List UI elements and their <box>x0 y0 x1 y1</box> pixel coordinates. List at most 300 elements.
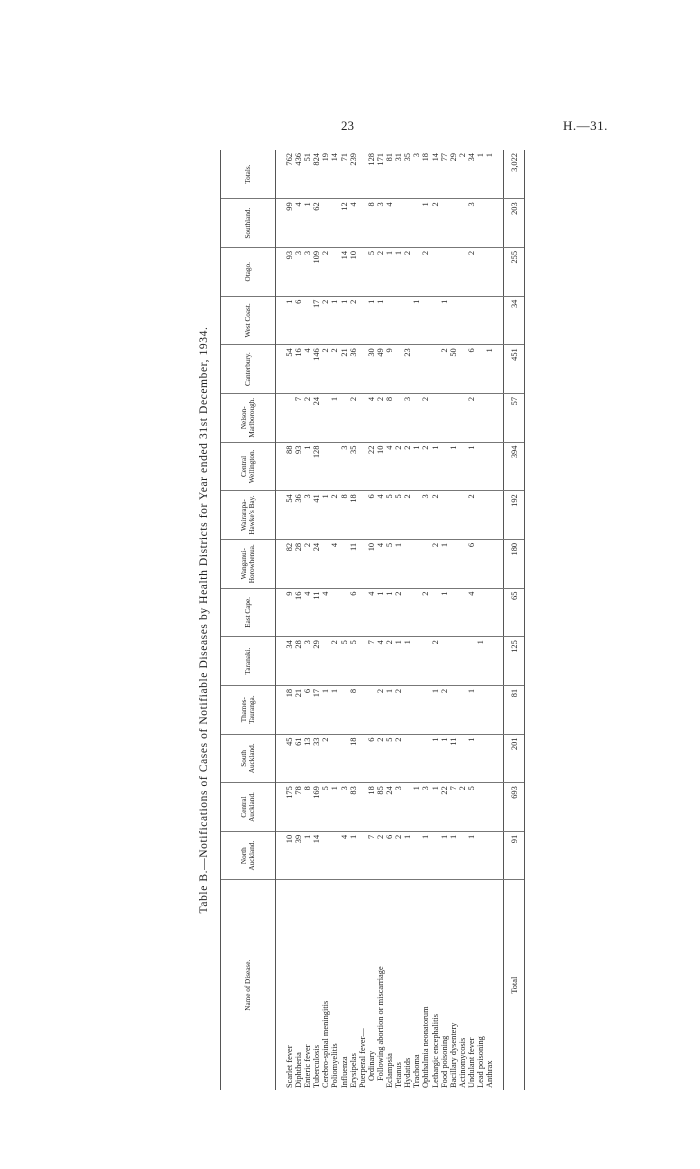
cell-value: 2 <box>467 393 476 442</box>
cell-value <box>412 539 421 588</box>
cell-value: 3 <box>294 247 303 296</box>
cell-value: 23 <box>403 345 412 394</box>
header-column: Thames-Tauranga. <box>221 685 276 734</box>
cell-value <box>394 199 403 248</box>
cell-value: 93 <box>294 442 303 491</box>
cell-value: 9 <box>285 588 294 637</box>
cell-value <box>321 539 330 588</box>
total-value: 57 <box>504 393 525 442</box>
disease-name: Poliomyelitis <box>330 1043 340 1088</box>
cell-value: 11 <box>449 734 458 783</box>
cell-value: 169 <box>312 783 321 832</box>
table-row <box>349 150 358 1090</box>
spacer-cell <box>494 783 504 832</box>
cell-value <box>358 491 367 540</box>
table-row <box>431 150 440 1090</box>
cell-value: 8 <box>385 393 394 442</box>
cell-value: 1 <box>440 588 449 637</box>
cell-value: 1 <box>449 831 458 880</box>
table-row <box>330 150 339 1090</box>
cell-value: 2 <box>431 491 440 540</box>
cell-value <box>358 734 367 783</box>
disease-name: Ordinary <box>366 1050 376 1081</box>
table-row <box>476 150 485 1090</box>
cell-value: 2 <box>321 345 330 394</box>
cell-value <box>403 539 412 588</box>
cell-value: 6 <box>349 588 358 637</box>
cell-value <box>467 637 476 686</box>
cell-value: 4 <box>340 831 349 880</box>
total-value: 125 <box>504 637 525 686</box>
cell-value <box>367 685 376 734</box>
document-reference: H.—31. <box>563 118 608 133</box>
cell-value <box>449 296 458 345</box>
spacer-cell <box>494 588 504 637</box>
cell-value: 77 <box>440 150 449 199</box>
cell-value: 6 <box>303 685 312 734</box>
cell-value: 175 <box>285 783 294 832</box>
page-number: 23 <box>341 118 354 133</box>
table-row <box>421 150 430 1090</box>
cell-value: 2 <box>421 393 430 442</box>
table-row <box>412 150 421 1090</box>
cell-value: 5 <box>385 539 394 588</box>
cell-value <box>476 685 485 734</box>
cell-value: 5 <box>394 491 403 540</box>
cell-value: 4 <box>467 588 476 637</box>
table-row <box>394 150 403 1090</box>
cell-value <box>431 588 440 637</box>
total-value: 65 <box>504 588 525 637</box>
cell-value: 3 <box>403 393 412 442</box>
total-value: 394 <box>504 442 525 491</box>
cell-value: 3 <box>394 783 403 832</box>
cell-value: 34 <box>285 637 294 686</box>
cell-value <box>321 637 330 686</box>
cell-value: 2 <box>303 393 312 442</box>
cell-value: 16 <box>294 345 303 394</box>
spacer-cell <box>494 150 504 199</box>
cell-value: 18 <box>349 491 358 540</box>
cell-value <box>476 491 485 540</box>
cell-value <box>476 588 485 637</box>
cell-value: 4 <box>303 588 312 637</box>
total-value: 180 <box>504 539 525 588</box>
disease-name: Trachoma <box>412 1054 422 1088</box>
cell-value: 1 <box>394 539 403 588</box>
cell-value: 11 <box>349 539 358 588</box>
table-title: Table B.—Notifications of Cases of Notifiable Diseases by Health Districts for Year ended 31st December, 1934. <box>198 326 210 914</box>
header-disease-name: Name of Disease. <box>221 880 276 1090</box>
cell-value: 1 <box>431 783 440 832</box>
cell-value: 1 <box>321 491 330 540</box>
spacer-cell <box>276 491 286 540</box>
cell-value <box>449 491 458 540</box>
cell-value: 3 <box>376 199 385 248</box>
cell-value: 7 <box>367 637 376 686</box>
cell-value: 2 <box>403 491 412 540</box>
table-row <box>403 150 412 1090</box>
cell-value <box>431 831 440 880</box>
disease-name: Eclampsia <box>385 1053 395 1088</box>
spacer-cell <box>276 442 286 491</box>
cell-value: 2 <box>403 247 412 296</box>
cell-value: 6 <box>294 296 303 345</box>
spacer-cell <box>276 880 286 1090</box>
cell-value: 4 <box>367 393 376 442</box>
cell-value: 3 <box>303 491 312 540</box>
cell-value <box>358 247 367 296</box>
cell-value: 1 <box>394 637 403 686</box>
cell-value <box>421 637 430 686</box>
cell-value: 83 <box>349 783 358 832</box>
cell-value: 35 <box>349 442 358 491</box>
cell-value <box>412 247 421 296</box>
cell-value <box>440 637 449 686</box>
cell-value: 1 <box>431 734 440 783</box>
cell-value: 1 <box>467 442 476 491</box>
cell-value <box>449 247 458 296</box>
cell-value <box>485 588 494 637</box>
cell-value: 2 <box>330 345 339 394</box>
header-column: Nelson-Marlborough. <box>221 393 276 442</box>
cell-value: 81 <box>385 150 394 199</box>
cell-value: 2 <box>421 247 430 296</box>
total-value: 201 <box>504 734 525 783</box>
cell-value: 4 <box>385 199 394 248</box>
cell-value: 4 <box>349 199 358 248</box>
cell-value: 2 <box>376 247 385 296</box>
cell-value <box>458 296 467 345</box>
cell-value: 54 <box>285 491 294 540</box>
cell-value: 762 <box>285 150 294 199</box>
cell-value: 8 <box>367 199 376 248</box>
spacer-cell <box>494 442 504 491</box>
cell-value: 7 <box>449 783 458 832</box>
cell-value: 128 <box>312 442 321 491</box>
cell-value <box>458 588 467 637</box>
cell-value: 2 <box>330 637 339 686</box>
cell-value: 1 <box>330 685 339 734</box>
total-value: 693 <box>504 783 525 832</box>
cell-value: 21 <box>340 345 349 394</box>
cell-value <box>358 685 367 734</box>
spacer-row <box>494 150 504 1090</box>
cell-value: 24 <box>312 393 321 442</box>
cell-value: 18 <box>349 734 358 783</box>
cell-value <box>476 393 485 442</box>
cell-value: 2 <box>394 685 403 734</box>
cell-value <box>458 637 467 686</box>
cell-value: 2 <box>385 637 394 686</box>
cell-value: 1 <box>467 734 476 783</box>
cell-value: 5 <box>385 734 394 783</box>
cell-value <box>394 345 403 394</box>
cell-value: 14 <box>330 150 339 199</box>
cell-value <box>403 588 412 637</box>
cell-value: 11 <box>312 588 321 637</box>
cell-value: 6 <box>367 734 376 783</box>
spacer-cell <box>276 831 286 880</box>
cell-value: 1 <box>385 247 394 296</box>
header-column: Totals. <box>221 150 276 199</box>
cell-value: 45 <box>285 734 294 783</box>
cell-value: 78 <box>294 783 303 832</box>
table-row <box>303 150 312 1090</box>
cell-value: 36 <box>294 491 303 540</box>
disease-name: Tuberculosis <box>312 1045 322 1088</box>
cell-value <box>458 199 467 248</box>
cell-value <box>330 831 339 880</box>
cell-value: 10 <box>367 539 376 588</box>
cell-value: 17 <box>312 685 321 734</box>
cell-value: 1 <box>303 442 312 491</box>
total-value: 34 <box>504 296 525 345</box>
cell-value: 824 <box>312 150 321 199</box>
cell-value: 10 <box>349 247 358 296</box>
table-body <box>276 150 525 1090</box>
cell-value: 5 <box>321 783 330 832</box>
cell-value <box>321 442 330 491</box>
cell-value <box>421 685 430 734</box>
cell-value <box>285 393 294 442</box>
cell-value: 4 <box>376 637 385 686</box>
table-row <box>449 150 458 1090</box>
cell-value: 1 <box>440 539 449 588</box>
spacer-cell <box>494 393 504 442</box>
cell-value: 33 <box>312 734 321 783</box>
cell-value: 1 <box>431 685 440 734</box>
cell-value <box>485 393 494 442</box>
total-value: 451 <box>504 345 525 394</box>
cell-value: 13 <box>303 734 312 783</box>
cell-value <box>458 831 467 880</box>
total-value: 3,022 <box>504 150 525 199</box>
cell-value: 9 <box>385 345 394 394</box>
cell-value: 1 <box>476 150 485 199</box>
cell-value: 6 <box>467 539 476 588</box>
header-column: West Coast. <box>221 296 276 345</box>
cell-value: 3 <box>467 199 476 248</box>
cell-value: 4 <box>385 442 394 491</box>
cell-value <box>449 685 458 734</box>
cell-value: 71 <box>340 150 349 199</box>
cell-value: 1 <box>412 783 421 832</box>
cell-value: 2 <box>467 491 476 540</box>
cell-value: 1 <box>467 685 476 734</box>
cell-value: 1 <box>340 296 349 345</box>
cell-value: 2 <box>303 539 312 588</box>
cell-value: 2 <box>403 442 412 491</box>
disease-name: Hydatids <box>403 1057 413 1088</box>
cell-value: 6 <box>467 345 476 394</box>
table-row <box>458 150 467 1090</box>
cell-value: 88 <box>285 442 294 491</box>
header-column: Central Auckland. <box>221 783 276 832</box>
cell-value: 28 <box>294 539 303 588</box>
cell-value <box>412 588 421 637</box>
cell-value: 82 <box>285 539 294 588</box>
cell-value: 3 <box>303 637 312 686</box>
cell-value: 2 <box>376 685 385 734</box>
spacer-cell <box>276 734 286 783</box>
cell-value: 16 <box>294 588 303 637</box>
cell-value: 1 <box>367 296 376 345</box>
cell-value: 29 <box>312 637 321 686</box>
cell-value <box>330 442 339 491</box>
cell-value <box>358 783 367 832</box>
cell-value <box>340 734 349 783</box>
cell-value <box>476 783 485 832</box>
spacer-cell <box>276 247 286 296</box>
cell-value: 4 <box>376 491 385 540</box>
disease-name: Enteric fever <box>303 1044 313 1088</box>
cell-value <box>330 734 339 783</box>
cell-value: 2 <box>440 685 449 734</box>
spacer-cell <box>276 539 286 588</box>
cell-value: 146 <box>312 345 321 394</box>
cell-value: 7 <box>367 831 376 880</box>
cell-value: 51 <box>303 150 312 199</box>
disease-name: Erysipelas <box>348 1053 358 1088</box>
cell-value: 1 <box>412 442 421 491</box>
cell-value <box>485 831 494 880</box>
cell-value: 5 <box>340 637 349 686</box>
cell-value <box>431 247 440 296</box>
disease-name: Food poisoning <box>439 1035 449 1088</box>
header-column: East Cape. <box>221 588 276 637</box>
cell-value <box>440 247 449 296</box>
cell-value: 2 <box>330 491 339 540</box>
cell-value <box>485 247 494 296</box>
cell-value <box>403 296 412 345</box>
disease-name: Undulant fever <box>466 1037 476 1088</box>
cell-value <box>394 296 403 345</box>
cell-value <box>458 491 467 540</box>
table-row <box>285 150 294 1090</box>
cell-value: 10 <box>285 831 294 880</box>
cell-value: 31 <box>394 150 403 199</box>
cell-value: 36 <box>349 345 358 394</box>
spacer-row <box>276 150 286 1090</box>
cell-value: 1 <box>403 831 412 880</box>
spacer-cell <box>494 880 504 1090</box>
cell-value <box>340 685 349 734</box>
cell-value <box>412 637 421 686</box>
cell-value <box>358 442 367 491</box>
disease-name: Ophthalmia neonatorum <box>421 1006 431 1088</box>
cell-value: 2 <box>376 393 385 442</box>
cell-value: 4 <box>376 539 385 588</box>
cell-value: 2 <box>458 150 467 199</box>
cell-value: 1 <box>303 199 312 248</box>
disease-name: Tetanus <box>394 1062 404 1088</box>
cell-value: 6 <box>367 491 376 540</box>
cell-value: 35 <box>403 150 412 199</box>
disease-name: Cerebro-spinal meningitis <box>321 1000 331 1088</box>
total-value: 91 <box>504 831 525 880</box>
cell-value: 3 <box>412 150 421 199</box>
cell-value: 1 <box>440 734 449 783</box>
cell-value <box>431 345 440 394</box>
cell-value <box>358 831 367 880</box>
cell-value: 2 <box>349 393 358 442</box>
disease-name: Actinomycosis <box>457 1037 467 1088</box>
cell-value: 7 <box>294 393 303 442</box>
header-column: Wairarapa-Hawke's Bay. <box>221 491 276 540</box>
spacer-cell <box>276 637 286 686</box>
cell-value <box>485 685 494 734</box>
cell-value: 29 <box>449 150 458 199</box>
spacer-cell <box>494 637 504 686</box>
cell-value <box>330 199 339 248</box>
cell-value: 4 <box>303 345 312 394</box>
spacer-cell <box>276 588 286 637</box>
cell-value: 6 <box>385 831 394 880</box>
header-column: Southland. <box>221 199 276 248</box>
cell-value: 1 <box>421 199 430 248</box>
cell-value <box>476 539 485 588</box>
spacer-cell <box>494 539 504 588</box>
cell-value: 19 <box>321 150 330 199</box>
cell-value: 5 <box>349 637 358 686</box>
cell-value: 1 <box>385 685 394 734</box>
cell-value: 28 <box>294 637 303 686</box>
spacer-cell <box>276 296 286 345</box>
table-row <box>321 150 330 1090</box>
spacer-cell <box>276 345 286 394</box>
cell-value: 61 <box>294 734 303 783</box>
cell-value <box>330 588 339 637</box>
cell-value: 41 <box>312 491 321 540</box>
cell-value <box>358 150 367 199</box>
cell-value <box>340 588 349 637</box>
cell-value: 3 <box>340 783 349 832</box>
cell-value: 12 <box>340 199 349 248</box>
cell-value: 1 <box>376 588 385 637</box>
cell-value: 1 <box>440 296 449 345</box>
cell-value: 99 <box>285 199 294 248</box>
spacer-cell <box>494 345 504 394</box>
cell-value: 18 <box>421 150 430 199</box>
cell-value: 2 <box>321 247 330 296</box>
disease-name: Following abortion or miscarriage <box>375 966 385 1081</box>
cell-value: 5 <box>367 247 376 296</box>
cell-value: 128 <box>367 150 376 199</box>
cell-value: 1 <box>385 588 394 637</box>
cell-value <box>412 345 421 394</box>
cell-value: 4 <box>367 588 376 637</box>
spacer-cell <box>276 150 286 199</box>
cell-value: 5 <box>467 783 476 832</box>
cell-value: 24 <box>312 539 321 588</box>
cell-value <box>412 831 421 880</box>
cell-value: 2 <box>394 442 403 491</box>
spacer-cell <box>494 734 504 783</box>
spacer-cell <box>276 783 286 832</box>
cell-value <box>340 539 349 588</box>
cell-value <box>449 199 458 248</box>
cell-value <box>476 442 485 491</box>
disease-name: Scarlet fever <box>285 1045 294 1088</box>
cell-value <box>476 199 485 248</box>
cell-value <box>440 442 449 491</box>
table-row <box>376 150 385 1090</box>
cell-value <box>358 345 367 394</box>
spacer-cell <box>494 199 504 248</box>
header-column: Canterbury. <box>221 345 276 394</box>
cell-value: 50 <box>449 345 458 394</box>
